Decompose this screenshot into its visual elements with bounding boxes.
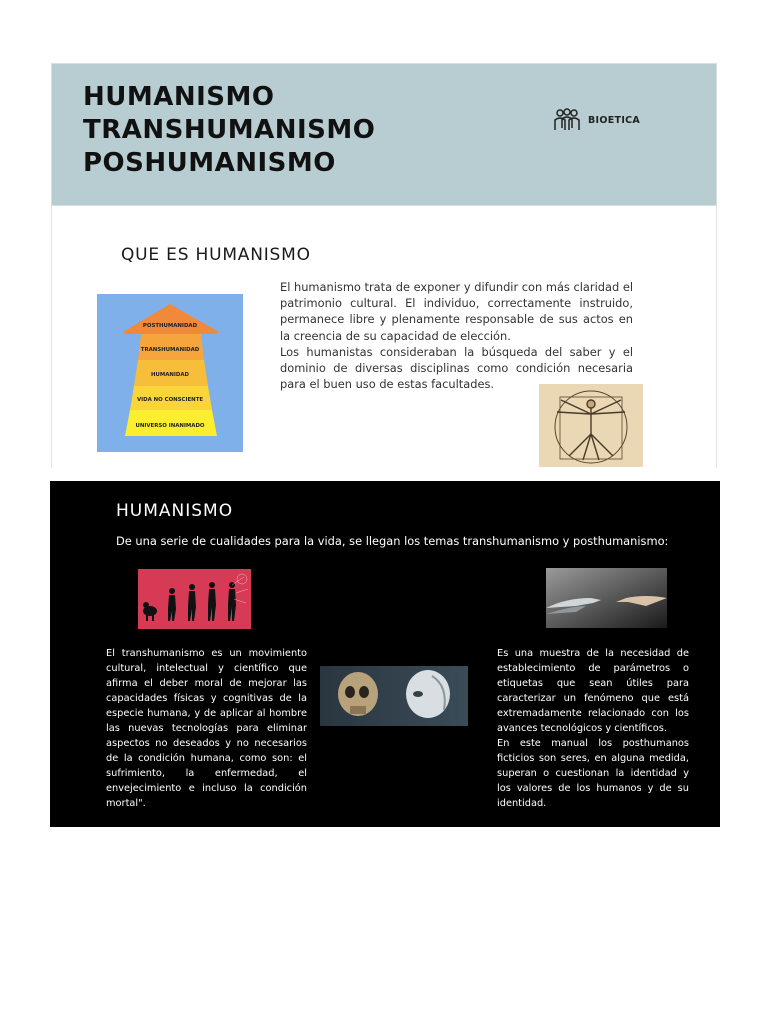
- vitruvian-man-image: [539, 384, 643, 467]
- robot-human-hands-image: [546, 568, 667, 628]
- pyramid-label-transhumanidad: TRANSHUMANIDAD: [140, 347, 200, 353]
- paragraph: En este manual los posthumanos ficticios son seres, en alguna medida, superan o cuestionan la identidad y los valores de los humanos y de su identidad.: [497, 738, 689, 809]
- paragraph: El humanismo trata de exponer y difundir con más claridad el patrimonio cultural. El individuo, correctamente instruido, permanece libre y plenamente responsable de sus actos en la creencia de su capacidad de elección.: [280, 280, 633, 343]
- paragraph: Los humanistas consideraban la búsqueda del saber y el dominio de diversas disciplinas como condición necesaria para el buen uso de estas facultades.: [280, 344, 633, 392]
- section-heading: HUMANISMO: [116, 501, 234, 521]
- header-banner: [51, 63, 717, 206]
- section-subtitle: De una serie de cualidades para la vida, se llegan los temas transhumanismo y posthumanismo:: [116, 534, 669, 548]
- pyramid-label-posthumanidad: POSTHUMANIDAD: [142, 323, 198, 329]
- transhumanism-description: [106, 646, 307, 811]
- brand-name: BIOETICA: [588, 114, 641, 126]
- humanism-description: [280, 279, 633, 392]
- human-evolution-image: [138, 569, 251, 629]
- humanism-intro-section: [51, 206, 717, 468]
- title-line-poshumanismo: POSHUMANISMO: [83, 148, 336, 178]
- skull-and-android-image: [320, 666, 468, 726]
- section-heading: QUE ES HUMANISMO: [121, 245, 311, 265]
- title-line-transhumanismo: TRANSHUMANISMO: [83, 115, 376, 145]
- people-group-icon: [552, 108, 582, 132]
- pyramid-label-universo: UNIVERSO INANIMADO: [135, 423, 205, 429]
- paragraph: Es una muestra de la necesidad de establecimiento de parámetros o etiquetas que sean útiles para caracterizar un fenómeno que está extremadamente relacionado con los avances tecnológicos y científicos.: [497, 648, 689, 734]
- evolution-pyramid-graphic: [97, 294, 243, 452]
- pyramid-label-vida: VIDA NO CONSCIENTE: [136, 397, 204, 403]
- paragraph: El transhumanismo es un movimiento cultural, intelectual y científico que afirma el deber moral de mejorar las capacidades físicas y cognitivas de la especie humana, y de aplicar al hombre las nuevas tecnologías para eliminar aspectos no deseados y no necesarios de la condición humana, como son: el sufrimiento, la enfermedad, el envejecimiento e incluso la condición mortal".: [106, 648, 307, 809]
- pyramid-label-humanidad: HUMANIDAD: [150, 372, 190, 378]
- pyramid-level-posthumanidad: [123, 332, 219, 334]
- brand-logo: [552, 108, 640, 132]
- posthumanism-description: [497, 646, 689, 811]
- title-line-humanismo: HUMANISMO: [83, 82, 275, 112]
- transhumanism-section: [50, 481, 720, 827]
